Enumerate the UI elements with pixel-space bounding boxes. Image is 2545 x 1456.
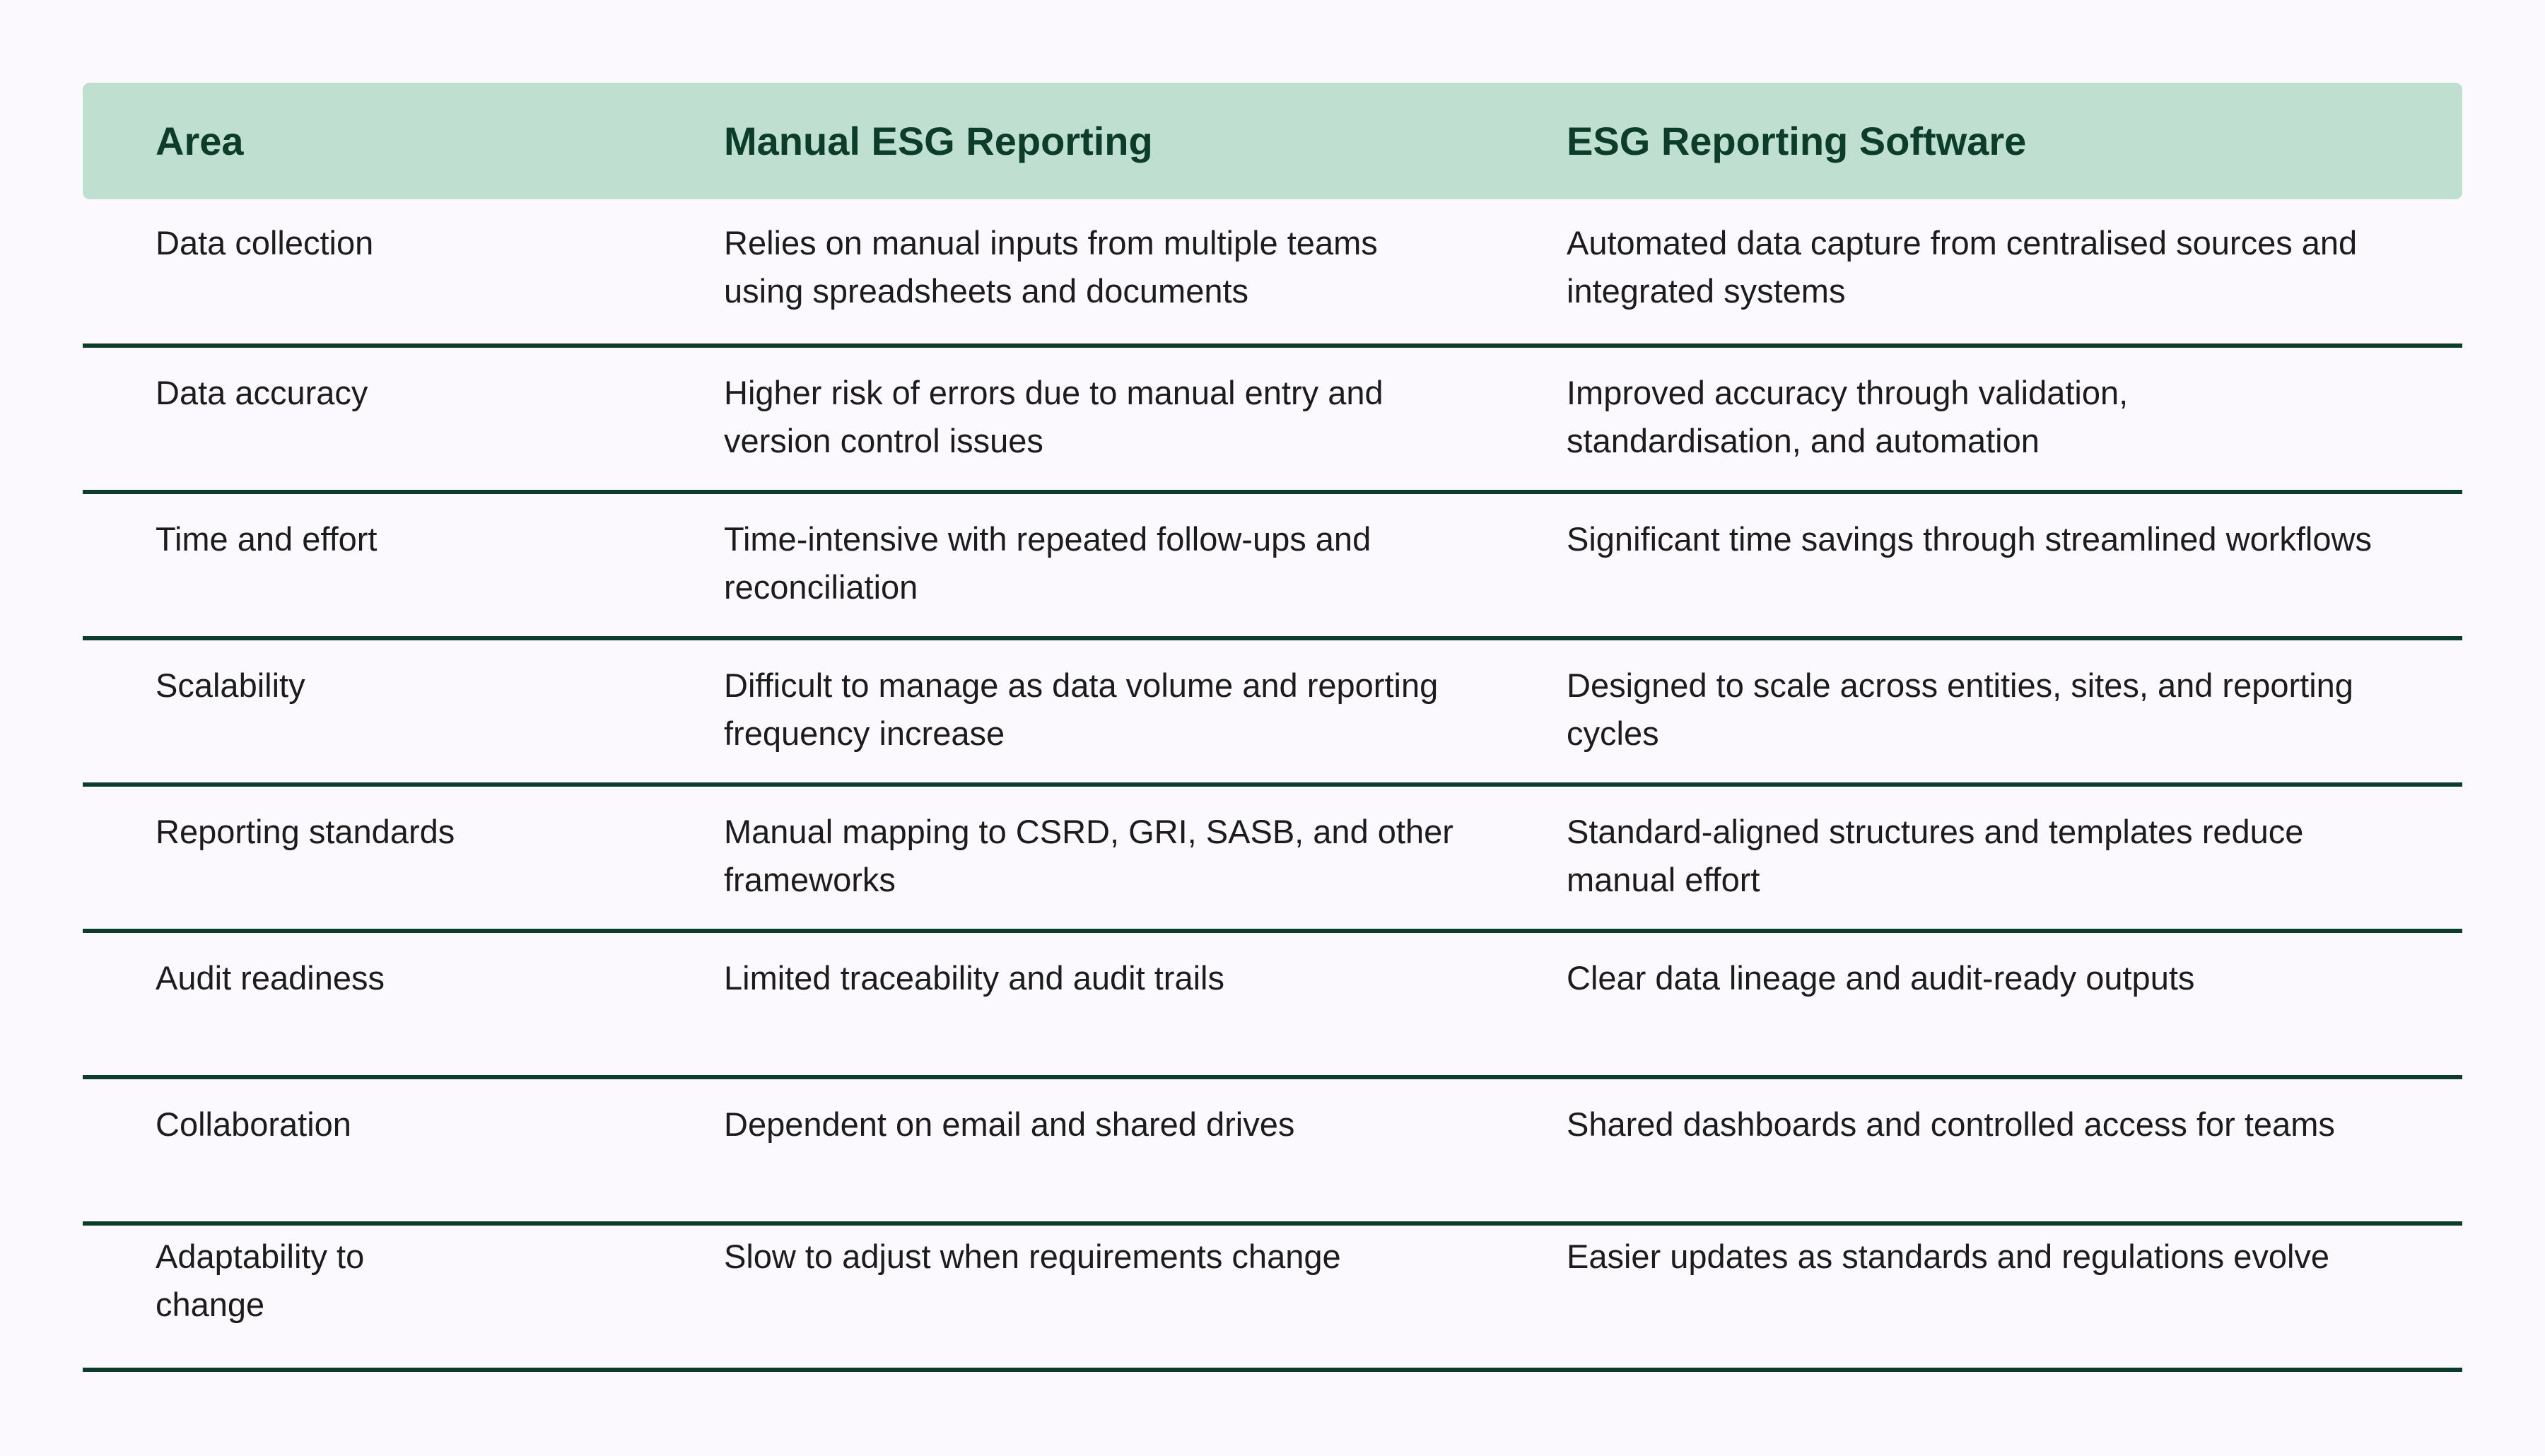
manual-cell: Relies on manual inputs from multiple teams using spreadsheets and documents [724, 224, 1378, 310]
software-cell: Significant time savings through streamlined workflows [1567, 520, 2372, 558]
area-cell: Data collection [156, 224, 374, 262]
software-cell: Designed to scale across entities, sites, and reporting cycles [1567, 667, 2353, 752]
area-cell: Scalability [156, 667, 305, 704]
header-manual-esg-reporting: Manual ESG Reporting [724, 119, 1153, 163]
table-row [83, 638, 2462, 785]
area-cell: Collaboration [156, 1105, 351, 1143]
software-cell: Improved accuracy through validation, standardisation, and automation [1567, 374, 2129, 459]
area-cell: Reporting standards [156, 813, 455, 850]
table-row [83, 346, 2462, 492]
software-cell: Automated data capture from centralised sources and integrated systems [1567, 224, 2358, 310]
header-area: Area [156, 119, 244, 163]
table-row [83, 199, 2462, 346]
software-cell: Clear data lineage and audit-ready outputs [1567, 959, 2195, 997]
table-row [83, 1077, 2462, 1223]
software-cell: Easier updates as standards and regulations evolve [1567, 1238, 2330, 1275]
manual-cell: Manual mapping to CSRD, GRI, SASB, and other frameworks [724, 813, 1453, 898]
manual-cell: Difficult to manage as data volume and reporting frequency increase [724, 667, 1439, 752]
area-cell: Adaptability to change [156, 1238, 365, 1323]
area-cell: Time and effort [156, 520, 378, 558]
area-cell: Audit readiness [156, 959, 385, 997]
comparison-table [83, 83, 2462, 1372]
manual-cell: Dependent on email and shared drives [724, 1105, 1295, 1143]
software-cell: Shared dashboards and controlled access for teams [1567, 1105, 2335, 1143]
table-row [83, 931, 2462, 1077]
manual-cell: Higher risk of errors due to manual entry and version control issues [724, 374, 1383, 459]
table-row [83, 492, 2462, 638]
manual-cell: Time-intensive with repeated follow-ups and reconciliation [724, 520, 1371, 606]
table-row [83, 785, 2462, 931]
area-cell: Data accuracy [156, 374, 368, 411]
table-row [83, 1223, 2462, 1370]
manual-cell: Limited traceability and audit trails [724, 959, 1224, 997]
software-cell: Standard-aligned structures and templates reduce manual effort [1567, 813, 2304, 898]
manual-cell: Slow to adjust when requirements change [724, 1238, 1341, 1275]
header-esg-reporting-software: ESG Reporting Software [1567, 119, 2027, 163]
table-header-row [83, 83, 2462, 199]
